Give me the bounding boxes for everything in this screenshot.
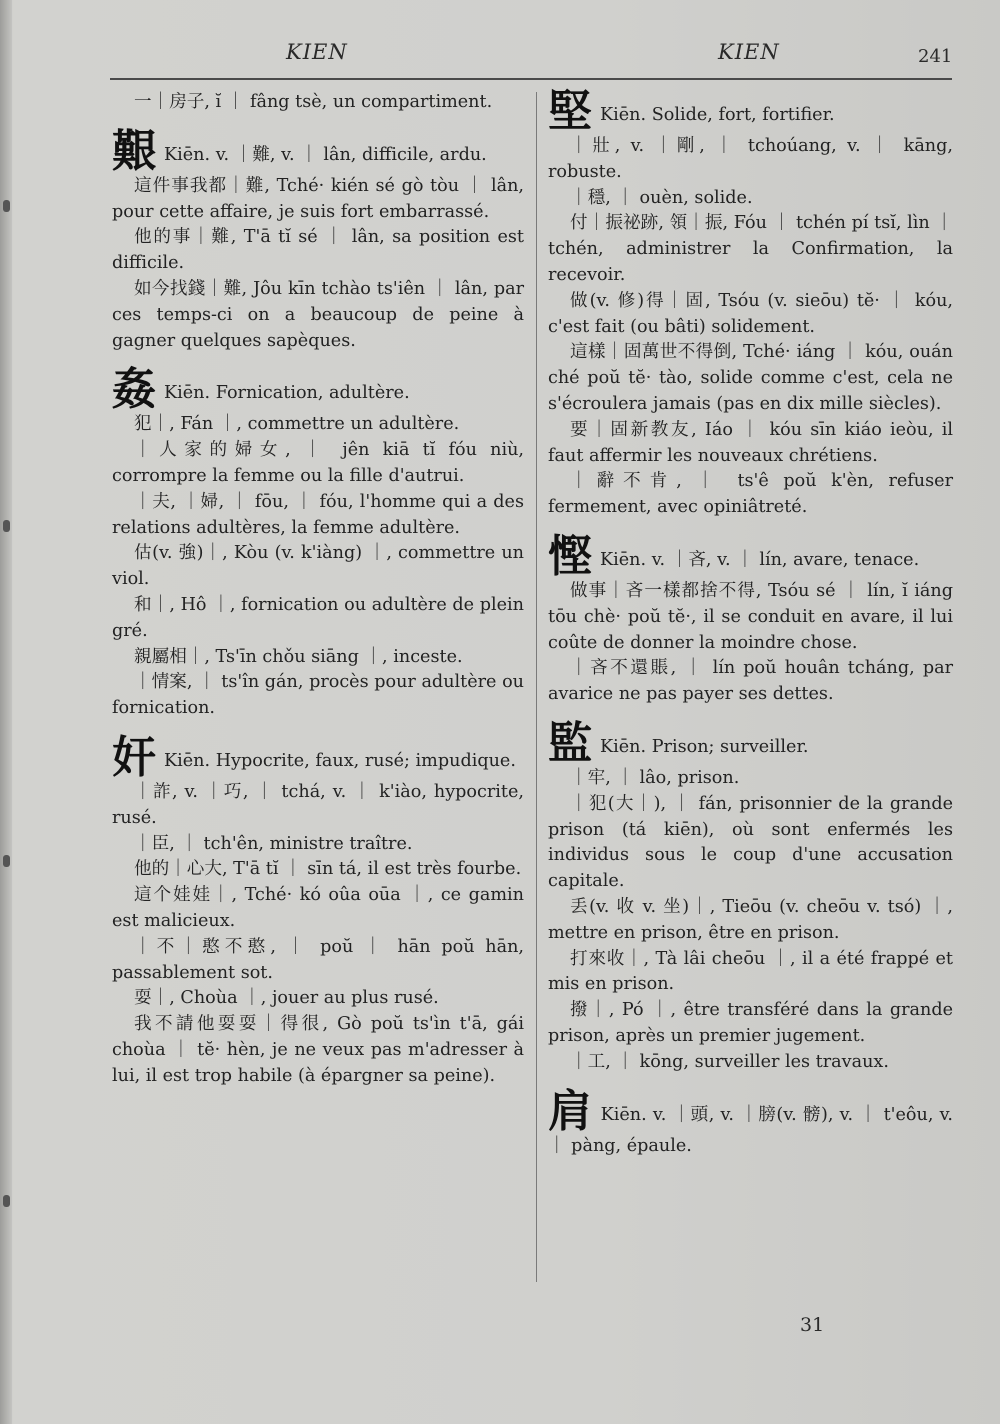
binding-hole bbox=[3, 520, 10, 532]
dictionary-subentry bbox=[112, 935, 524, 987]
entry-text: 他的｜心大, T'ā tĭ ｜ sīn tá, il est très fourbe. bbox=[134, 859, 522, 880]
dictionary-subentry bbox=[112, 490, 524, 542]
binding-hole bbox=[3, 1195, 10, 1207]
entry-text: 耍｜, Choùa ｜, jouer au plus rusé. bbox=[134, 988, 439, 1009]
entry-text: 這樣｜固萬世不得倒, Tché· iáng ｜ kóu, ouán ché poŭ tĕ· tào, solide comme c'est, cela ne s'écroulera jamais (pas en dix mille siècles). bbox=[548, 342, 953, 414]
binding-hole bbox=[3, 200, 10, 212]
header-right-title: KIEN bbox=[718, 40, 780, 64]
dictionary-subentry bbox=[112, 593, 524, 645]
signature-mark: 31 bbox=[800, 1314, 825, 1336]
entry-text: Kiēn. Fornication, adultère. bbox=[164, 383, 410, 404]
dictionary-subentry bbox=[548, 792, 953, 895]
dictionary-subentry bbox=[112, 832, 524, 858]
dictionary-subentry bbox=[112, 541, 524, 593]
dictionary-subentry bbox=[112, 645, 524, 671]
binding-hole bbox=[3, 855, 10, 867]
headword-character: 艱 bbox=[112, 125, 156, 177]
headword-character: 監 bbox=[548, 717, 592, 769]
header-rule bbox=[110, 78, 952, 80]
dictionary-subentry bbox=[112, 412, 524, 438]
right-column bbox=[548, 86, 954, 1159]
entry-text: ｜詐, v. ｜巧, ｜ tchá, v. ｜ k'iào, hypocrite, rusé. bbox=[112, 781, 524, 828]
dictionary-headword-entry bbox=[548, 1085, 954, 1160]
entry-text: Kiēn. Hypocrite, faux, rusé; impudique. bbox=[164, 750, 516, 771]
headword-character: 肩 bbox=[548, 1085, 593, 1137]
dictionary-headword-entry bbox=[548, 717, 953, 769]
entry-text: Kiēn. v. ｜吝, v. ｜ lín, avare, tenace. bbox=[600, 549, 920, 570]
dictionary-subentry bbox=[548, 579, 953, 656]
dictionary-headword-entry bbox=[112, 125, 524, 177]
dictionary-subentry bbox=[548, 766, 953, 792]
entry-text: 做(v. 修)得｜固, Tsóu (v. sieōu) tĕ· ｜ kóu, c'est fait (ou bâti) solidement. bbox=[548, 290, 953, 337]
entry-text: 他的事｜難, T'ā tĭ sé ｜ lân, sa position est difficile. bbox=[112, 227, 524, 274]
entry-text: 要｜固新教友, Iáo ｜ kóu sīn kiáo ieòu, il faut affermir les nouveaux chrétiens. bbox=[548, 419, 953, 466]
entry-text: ｜牢, ｜ lâo, prison. bbox=[570, 767, 740, 788]
entry-text: 犯｜, Fán ｜, commettre un adultère. bbox=[134, 414, 460, 435]
dictionary-subentry bbox=[112, 90, 524, 116]
dictionary-subentry bbox=[112, 225, 524, 277]
entry-text: 做事｜吝一樣都捨不得, Tsóu sé ｜ lín, ĭ iáng tōu chè· poŭ tĕ·, il se conduit en avare, il lui coûte de donner la moindre chose. bbox=[548, 580, 953, 653]
dictionary-subentry bbox=[548, 1050, 953, 1076]
dictionary-subentry bbox=[548, 134, 953, 186]
dictionary-subentry bbox=[548, 947, 953, 999]
entry-text: ｜穩, ｜ ouèn, solide. bbox=[570, 187, 753, 208]
dictionary-subentry bbox=[548, 469, 953, 521]
entry-text: Kiēn. Solide, fort, fortifier. bbox=[600, 105, 835, 125]
dictionary-headword-entry bbox=[548, 530, 953, 582]
entry-text: ｜夫, ｜婦, ｜ fōu, ｜ fóu, l'homme qui a des relations adultères, la femme adultère. bbox=[112, 491, 524, 538]
entry-text: 打來收｜, Tà lâi cheōu ｜, il a été frappé et mis en prison. bbox=[548, 948, 953, 995]
dictionary-subentry bbox=[548, 895, 953, 947]
dictionary-subentry bbox=[112, 1012, 524, 1089]
page-number: 241 bbox=[918, 46, 953, 67]
dictionary-subentry bbox=[548, 211, 953, 288]
page-binding-edge bbox=[0, 0, 12, 1424]
dictionary-subentry bbox=[548, 186, 953, 212]
dictionary-subentry bbox=[548, 418, 953, 470]
dictionary-subentry bbox=[112, 857, 524, 883]
entry-text: Kiēn. v. ｜難, v. ｜ lân, difficile, ardu. bbox=[164, 144, 487, 165]
dictionary-subentry bbox=[112, 780, 524, 832]
left-column bbox=[112, 90, 524, 1090]
entry-text: ｜吝不還賬, ｜ lín poŭ houân tcháng, par avarice ne pas payer ses dettes. bbox=[548, 658, 953, 705]
headword-character: 奸 bbox=[112, 731, 156, 783]
entry-text: 這件事我都｜難, Tché· kién sé gò tòu ｜ lân, pour cette affaire, je suis fort embarrassé. bbox=[112, 175, 524, 222]
entry-text: 親屬相｜, Ts'īn chǒu siāng ｜, inceste. bbox=[134, 646, 463, 667]
entry-text: ｜辭不肯, ｜ ts'ê poŭ k'èn, refuser fermement, avec opiniâtreté. bbox=[548, 471, 953, 518]
entry-text: ｜工, ｜ kōng, surveiller les travaux. bbox=[570, 1051, 889, 1072]
dictionary-headword-entry bbox=[112, 731, 524, 783]
running-header bbox=[0, 36, 1000, 72]
dictionary-subentry bbox=[112, 174, 524, 226]
dictionary-subentry bbox=[112, 670, 524, 722]
dictionary-headword-entry bbox=[548, 86, 953, 137]
dictionary-subentry bbox=[112, 986, 524, 1012]
header-left-title: KIEN bbox=[286, 40, 348, 64]
entry-text: 這个娃娃｜, Tché· kó oûa oūa ｜, ce gamin est malicieux. bbox=[112, 885, 524, 931]
headword-character: 姦 bbox=[112, 364, 156, 416]
entry-text: ｜臣, ｜ tch'ên, ministre traître. bbox=[134, 833, 413, 854]
dictionary-subentry bbox=[112, 277, 524, 354]
entry-text: 撥｜, Pó ｜, être transféré dans la grande prison, après un premier jugement. bbox=[548, 1000, 953, 1046]
entry-text: ｜壯, v. ｜剛, ｜ tchoúang, v. ｜ kāng, robuste. bbox=[548, 136, 953, 182]
headword-character: 慳 bbox=[548, 530, 592, 582]
entry-text: 和｜, Hô ｜, fornication ou adultère de plein gré. bbox=[112, 594, 524, 641]
dictionary-subentry bbox=[548, 340, 953, 417]
dictionary-subentry bbox=[112, 438, 524, 490]
dictionary-headword-entry bbox=[112, 364, 524, 416]
dictionary-subentry bbox=[112, 883, 524, 935]
entry-text: 丢(v. 收 v. 坐)｜, Tieōu (v. cheōu v. tsó) ｜, mettre en prison, être en prison. bbox=[548, 896, 953, 943]
column-divider bbox=[536, 92, 537, 1282]
dictionary-subentry bbox=[548, 656, 953, 708]
entry-text: 一｜房子, ĭ ｜ fâng tsè, un compartiment. bbox=[134, 92, 493, 112]
entry-text: ｜情案, ｜ ts'în gán, procès pour adultère ou fornication. bbox=[112, 672, 524, 719]
entry-text: ｜人家的婦女, ｜ jên kiā tĭ fóu niù, corrompre la femme ou la fille d'autrui. bbox=[112, 440, 524, 486]
entry-text: ｜不｜憨不憨, ｜ poŭ ｜ hān poŭ hān, passablement sot. bbox=[112, 936, 524, 983]
entry-text: 付｜振祕跡, 領｜振, Fóu ｜ tchén pí tsĭ, lìn ｜ tchén, administrer la Confirmation, la recevoir. bbox=[548, 213, 953, 285]
dictionary-subentry bbox=[548, 998, 953, 1050]
headword-character: 堅 bbox=[548, 86, 592, 137]
entry-text: Kiēn. v. ｜頭, v. ｜膀(v. 髈), v. ｜ t'eôu, v. ｜ pàng, épaule. bbox=[548, 1104, 954, 1156]
entry-text: ｜犯(大｜), ｜ fán, prisonnier de la grande prison (tá kiēn), où sont enfermés les individus sous le coup d'une accusation capitale. bbox=[548, 793, 953, 892]
entry-text: 我不請他耍耍｜得很, Gò poŭ ts'ìn t'ā, gái choùa ｜ tĕ· hèn, je ne veux pas m'adresser à lui, il est trop habile (à épargner sa peine). bbox=[112, 1014, 524, 1086]
entry-text: Kiēn. Prison; surveiller. bbox=[600, 736, 809, 757]
entry-text: 估(v. 強)｜, Kòu (v. k'iàng) ｜, commettre un viol. bbox=[112, 543, 524, 590]
dictionary-subentry bbox=[548, 289, 953, 341]
entry-text: 如今找錢｜難, Jôu kīn tchào ts'iên ｜ lân, par ces temps-ci on a beaucoup de peine à gagner quelques sapèques. bbox=[112, 278, 524, 351]
